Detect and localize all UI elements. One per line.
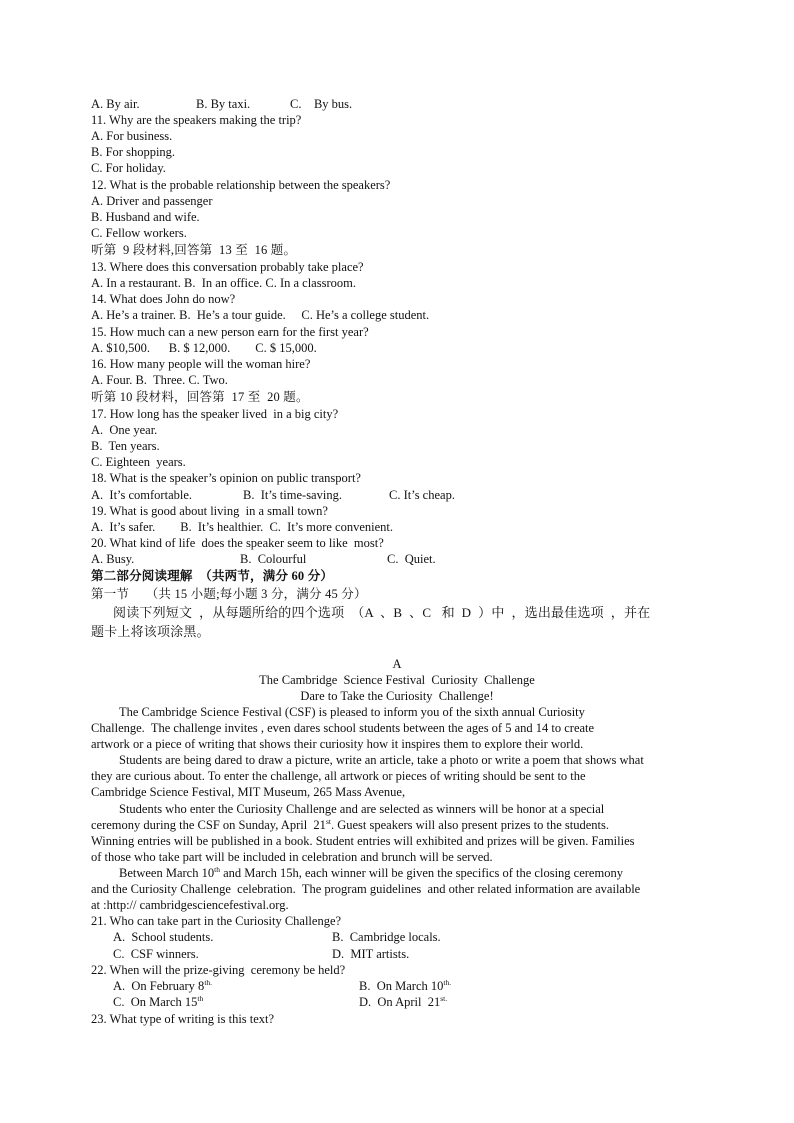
q12-option-b: B. Husband and wife. [91,210,200,224]
question-16: 16. How many people will the woman hire? [91,357,311,371]
question-22: 22. When will the prize-giving ceremony be held? [91,963,346,977]
q22-option-d-text: D. On April 21 [359,995,441,1009]
q22-option-c-text: C. On March 15 [113,995,198,1009]
section-10-instruction: 听第 10 段材料，回答第 17 至 20 题。 [91,390,309,404]
question-14: 14. What does John do now? [91,292,236,306]
paragraph-2-line-2: they are curious about. To enter the challenge, all artwork or pieces of writing should be sent to the [91,769,586,783]
ordinal-suffix: st [325,816,331,826]
q13-options: A. In a restaurant. B. In an office. C. In a classroom. [91,276,356,290]
question-15: 15. How much can a new person earn for the first year? [91,325,369,339]
q21-option-d: D. MIT artists. [332,947,410,961]
q20-option-c: C. Quiet. [387,552,436,566]
question-23: 23. What type of writing is this text? [91,1012,275,1026]
q12-option-c: C. Fellow workers. [91,226,187,240]
q10-option-b: B. By taxi. [196,97,251,111]
paragraph-4-line-2: and the Curiosity Challenge celebration. The program guidelines and other related information are available [91,882,641,896]
question-21: 21. Who can take part in the Curiosity Challenge? [91,914,342,928]
ordinal-suffix: th. [204,977,213,987]
question-19: 19. What is good about living in a small town? [91,504,328,518]
q20-option-a: A. Busy. [91,552,135,566]
q10-option-a: A. By air. [91,97,140,111]
ordinal-suffix: th. [443,977,452,987]
passage-title: The Cambridge Science Festival Curiosity Challenge [259,673,535,687]
ordinal-suffix: th [197,993,204,1003]
reading-instruction-line2: 题卡上将该项涂黑。 [91,624,210,639]
paragraph-3-line-2-text: ceremony during the CSF on Sunday, April 21 [91,818,326,832]
paragraph-3-line-3: Winning entries will be published in a book. Student entries will exhibited and prizes will be given. Families [91,834,635,848]
paragraph-2-line-3: Cambridge Science Festival, MIT Museum, 265 Mass Avenue, [91,785,406,799]
q22-option-b [359,978,451,994]
paragraph-2-line-1: Students are being dared to draw a picture, write an article, take a photo or write a poem that shows what [119,753,644,767]
q20-option-b: B. Colourful [240,552,307,566]
q22-option-d [359,994,447,1010]
q10-option-c: C. By bus. [290,97,353,111]
q16-options: A. Four. B. Three. C. Two. [91,373,228,387]
q21-option-c: C. CSF winners. [113,947,199,961]
paragraph-1-line-3: artwork or a piece of writing that shows their curiosity how it inspires them to explore their world. [91,737,584,751]
section-9-instruction: 听第 9 段材料,回答第 13 至 16 题。 [91,243,297,257]
q11-option-a: A. For business. [91,129,173,143]
paragraph-4-line-1-rest: and March 15h, each winner will be given the specifics of the closing ceremony [219,866,623,880]
q14-options: A. He’s a trainer. B. He’s a tour guide. C. He’s a college student. [91,308,430,322]
paragraph-4-line-3: at :http:// cambridgesciencefestival.org. [91,898,289,912]
paragraph-1-line-2: Challenge. The challenge invites , even dares school students between the ages of 5 and 14 to create [91,721,595,735]
part2-heading: 第二部分阅读理解 （共两节，满分 60 分） [91,569,334,583]
question-17: 17. How long has the speaker lived in a big city? [91,407,339,421]
q18-option-a: A. It’s comfortable. [91,488,193,502]
question-13: 13. Where does this conversation probably take place? [91,260,364,274]
q17-option-a: A. One year. [91,423,158,437]
q22-option-c [113,994,203,1010]
question-18: 18. What is the speaker’s opinion on public transport? [91,471,361,485]
q18-option-b: B. It’s time-saving. [243,488,342,502]
paragraph-1-line-1: The Cambridge Science Festival (CSF) is pleased to inform you of the sixth annual Curiosity [119,705,585,719]
paragraph-3-line-2 [91,817,609,833]
question-20: 20. What kind of life does the speaker seem to like most? [91,536,384,550]
passage-label: A [392,657,402,671]
paragraph-3-line-1: Students who enter the Curiosity Challenge and are selected as winners will be honor at a special [119,802,605,816]
paragraph-3-line-2-rest: . Guest speakers will also present prizes to the students. [330,818,610,832]
ordinal-suffix: th [214,864,220,874]
q22-option-a-text: A. On February 8 [113,979,205,993]
q22-option-b-text: B. On March 10 [359,979,444,993]
paragraph-3-line-4: of those who take part will be included in celebration and brunch will be served. [91,850,493,864]
q12-option-a: A. Driver and passenger [91,194,213,208]
q21-option-b: B. Cambridge locals. [332,930,441,944]
q17-option-c: C. Eighteen years. [91,455,186,469]
q11-option-c: C. For holiday. [91,161,166,175]
q11-option-b: B. For shopping. [91,145,176,159]
passage-subtitle: Dare to Take the Curiosity Challenge! [300,689,494,703]
section1-heading: 第一节 （共 15 小题;每小题 3 分，满分 45 分） [91,587,367,601]
q18-option-c: C. It’s cheap. [389,488,455,502]
question-11: 11. Why are the speakers making the trip? [91,113,302,127]
paragraph-4-line-1 [119,865,623,881]
reading-instruction-line1: 阅读下列短文 ，从每题所给的四个选项 （A 、B 、C 和 D ）中 ，选出最佳选项 ，并在 [113,605,651,620]
q15-options: A. $10,500. B. $ 12,000. C. $ 15,000. [91,341,317,355]
q22-option-a [113,978,212,994]
ordinal-suffix: st. [440,993,448,1003]
q17-option-b: B. Ten years. [91,439,160,453]
question-12: 12. What is the probable relationship between the speakers? [91,178,391,192]
paragraph-4-line-1-text: Between March 10 [119,866,215,880]
q21-option-a: A. School students. [113,930,214,944]
q19-options: A. It’s safer. B. It’s healthier. C. It’s more convenient. [91,520,394,534]
